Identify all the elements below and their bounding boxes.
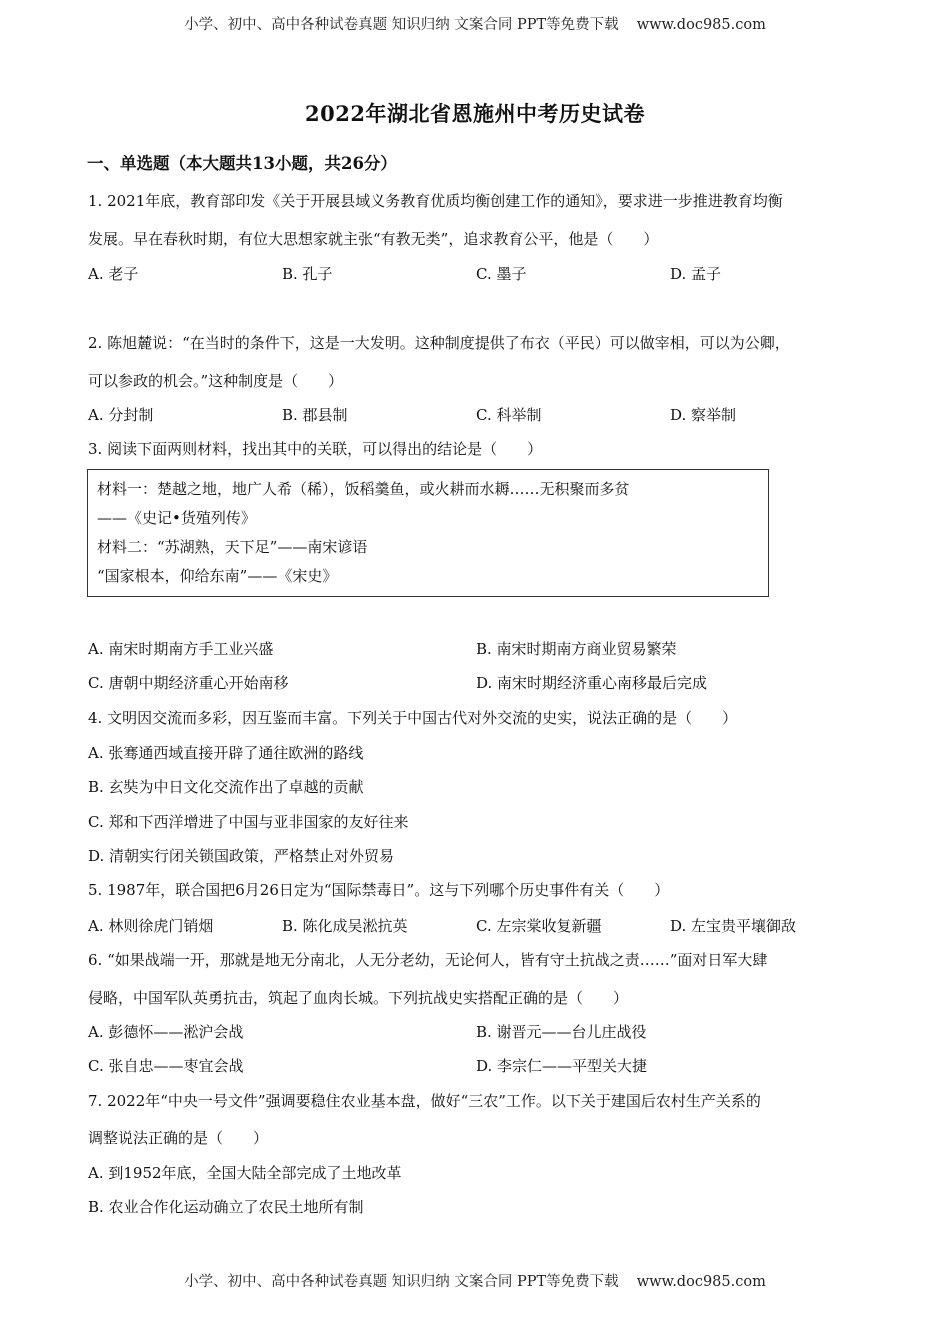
q2-option-c[interactable]: C. 科举制 bbox=[476, 406, 542, 424]
q5-option-a[interactable]: A. 林则徐虎门销烟 bbox=[88, 917, 214, 935]
q4-option-a[interactable]: A. 张骞通西域直接开辟了通往欧洲的路线 bbox=[88, 744, 364, 762]
q3-option-c[interactable]: C. 唐朝中期经济重心开始南移 bbox=[88, 674, 289, 692]
q3-option-d[interactable]: D. 南宋时期经济重心南移最后完成 bbox=[476, 674, 708, 692]
q6-option-b[interactable]: B. 谢晋元——台儿庄战役 bbox=[476, 1023, 647, 1041]
header-url[interactable]: www.doc985.com bbox=[636, 17, 766, 33]
q2-stem-line2: 可以参政的机会。”这种制度是（ ） bbox=[88, 372, 344, 390]
q5-option-b[interactable]: B. 陈化成吴淞抗英 bbox=[282, 917, 408, 935]
q4-option-c[interactable]: C. 郑和下西洋增进了中国与亚非国家的友好往来 bbox=[88, 813, 409, 831]
q1-option-d[interactable]: D. 孟子 bbox=[670, 265, 722, 283]
q1-option-b[interactable]: B. 孔子 bbox=[282, 265, 333, 283]
q5-option-c[interactable]: C. 左宗棠收复新疆 bbox=[476, 917, 602, 935]
q7-stem-line1: 7. 2022年“中央一号文件”强调要稳住农业基本盘，做好“三农”工作。以下关于建国后农村生产关系的 bbox=[88, 1092, 761, 1110]
q2-option-b[interactable]: B. 郡县制 bbox=[282, 406, 348, 424]
q2-option-a[interactable]: A. 分封制 bbox=[88, 406, 154, 424]
header-text: 小学、初中、高中各种试卷真题 知识归纳 文案合同 PPT等免费下载 bbox=[184, 17, 619, 33]
q7-stem-line2: 调整说法正确的是（ ） bbox=[88, 1129, 269, 1147]
q3-material-2: 材料二：“苏湖熟，天下足”——南宋谚语 bbox=[97, 538, 368, 556]
q7-option-b[interactable]: B. 农业合作化运动确立了农民土地所有制 bbox=[88, 1198, 364, 1216]
q3-option-b[interactable]: B. 南宋时期南方商业贸易繁荣 bbox=[476, 640, 677, 658]
q5-stem: 5. 1987年，联合国把6月26日定为“国际禁毒日”。这与下列哪个历史事件有关（ ） bbox=[88, 881, 670, 899]
q2-stem-line1: 2. 陈旭麓说：“在当时的条件下，这是一大发明。这种制度提供了布衣（平民）可以做宰相，可以为公卿， bbox=[88, 334, 790, 352]
q6-option-c[interactable]: C. 张自忠——枣宜会战 bbox=[88, 1057, 244, 1075]
q4-option-b[interactable]: B. 玄奘为中日文化交流作出了卓越的贡献 bbox=[88, 778, 364, 796]
q3-material-1: 材料一：楚越之地，地广人希（稀），饭稻羹鱼，或火耕而水耨……无积聚而多贫 bbox=[97, 480, 630, 498]
q6-option-a[interactable]: A. 彭德怀——淞沪会战 bbox=[88, 1023, 244, 1041]
q6-stem-line1: 6. “如果战端一开，那就是地无分南北，人无分老幼，无论何人，皆有守土抗战之责……”面对日军大肆 bbox=[88, 951, 768, 969]
q3-material-1-source: ——《史记•货殖列传》 bbox=[97, 509, 256, 527]
q1-option-a[interactable]: A. 老子 bbox=[88, 265, 139, 283]
exam-title: 2022年湖北省恩施州中考历史试卷 bbox=[305, 101, 645, 126]
q6-option-d[interactable]: D. 李宗仁——平型关大捷 bbox=[476, 1057, 648, 1075]
q6-stem-line2: 侵略，中国军队英勇抗击，筑起了血肉长城。下列抗战史实搭配正确的是（ ） bbox=[88, 989, 629, 1007]
section-heading: 一、单选题（本大题共13小题，共26分） bbox=[87, 154, 397, 173]
page-header bbox=[0, 13, 950, 34]
q1-stem-line2: 发展。早在春秋时期，有位大思想家就主张“有教无类”，追求教育公平，他是（ ） bbox=[88, 230, 659, 248]
q5-option-d[interactable]: D. 左宝贵平壤御敌 bbox=[670, 917, 797, 935]
footer-url[interactable]: www.doc985.com bbox=[636, 1274, 766, 1290]
q3-option-a[interactable]: A. 南宋时期南方手工业兴盛 bbox=[88, 640, 274, 658]
q1-option-c[interactable]: C. 墨子 bbox=[476, 265, 527, 283]
q2-option-d[interactable]: D. 察举制 bbox=[670, 406, 737, 424]
q4-option-d[interactable]: D. 清朝实行闭关锁国政策，严格禁止对外贸易 bbox=[88, 847, 395, 865]
footer-text: 小学、初中、高中各种试卷真题 知识归纳 文案合同 PPT等免费下载 bbox=[184, 1274, 619, 1290]
q3-stem: 3. 阅读下面两则材料，找出其中的关联，可以得出的结论是（ ） bbox=[88, 440, 543, 458]
q7-option-a[interactable]: A. 到1952年底，全国大陆全部完成了土地改革 bbox=[88, 1164, 402, 1182]
q3-material-2-quote: “国家根本，仰给东南”——《宋史》 bbox=[97, 567, 338, 585]
q1-stem-line1: 1. 2021年底，教育部印发《关于开展县域义务教育优质均衡创建工作的通知》，要求进一步推进教育均衡 bbox=[88, 192, 783, 210]
q4-stem: 4. 文明因交流而多彩，因互鉴而丰富。下列关于中国古代对外交流的史实，说法正确的是（ ） bbox=[88, 709, 738, 727]
page-footer bbox=[0, 1270, 950, 1291]
